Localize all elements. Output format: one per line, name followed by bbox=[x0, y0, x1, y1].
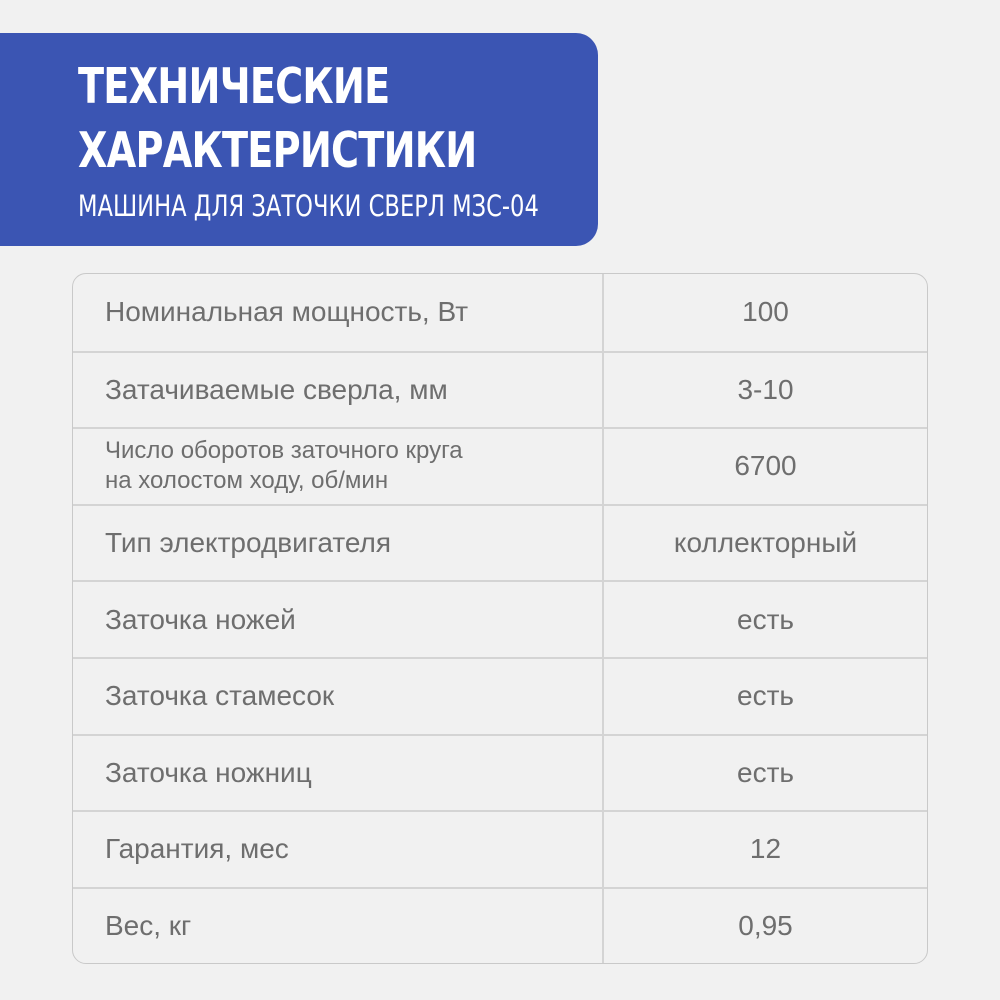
spec-value: 6700 bbox=[734, 450, 797, 482]
spec-label: Заточка ножниц bbox=[73, 736, 604, 811]
spec-value: 3-10 bbox=[737, 373, 794, 405]
spec-row-rpm bbox=[73, 427, 927, 504]
page-title-line-2: ХАРАКТЕРИСТИКИ bbox=[78, 122, 477, 179]
spec-row-weight bbox=[73, 887, 927, 964]
spec-label: Число оборотов заточного круга на холостом ходу, об/мин bbox=[73, 429, 604, 504]
spec-label: Заточка ножей bbox=[73, 582, 604, 657]
spec-value: 100 bbox=[742, 296, 789, 328]
spec-label: Номинальная мощность, Вт bbox=[73, 274, 604, 351]
spec-row-drill-size bbox=[73, 351, 927, 428]
spec-value: коллекторный bbox=[673, 527, 858, 559]
spec-value: 12 bbox=[749, 833, 782, 865]
spec-label: Тип электродвигателя bbox=[73, 506, 604, 581]
product-subtitle: МАШИНА ДЛЯ ЗАТОЧКИ СВЕРЛ МЗС-04 bbox=[78, 189, 539, 223]
header-banner bbox=[0, 33, 598, 246]
spec-row-scissors-sharpening bbox=[73, 734, 927, 811]
page-title-line-1: ТЕХНИЧЕСКИЕ bbox=[78, 58, 390, 115]
spec-label: Заточка стамесок bbox=[73, 659, 604, 734]
spec-value: есть bbox=[737, 756, 794, 788]
spec-label: Гарантия, мес bbox=[73, 812, 604, 887]
spec-value: есть bbox=[737, 680, 794, 712]
spec-row-chisel-sharpening bbox=[73, 657, 927, 734]
spec-label: Затачиваемые сверла, мм bbox=[73, 353, 604, 428]
spec-row-warranty bbox=[73, 810, 927, 887]
spec-label: Вес, кг bbox=[73, 889, 604, 964]
spec-table bbox=[72, 273, 928, 964]
spec-row-knife-sharpening bbox=[73, 580, 927, 657]
spec-row-power bbox=[73, 274, 927, 351]
spec-row-motor-type bbox=[73, 504, 927, 581]
spec-value: 0,95 bbox=[738, 910, 793, 942]
spec-value: есть bbox=[737, 603, 794, 635]
